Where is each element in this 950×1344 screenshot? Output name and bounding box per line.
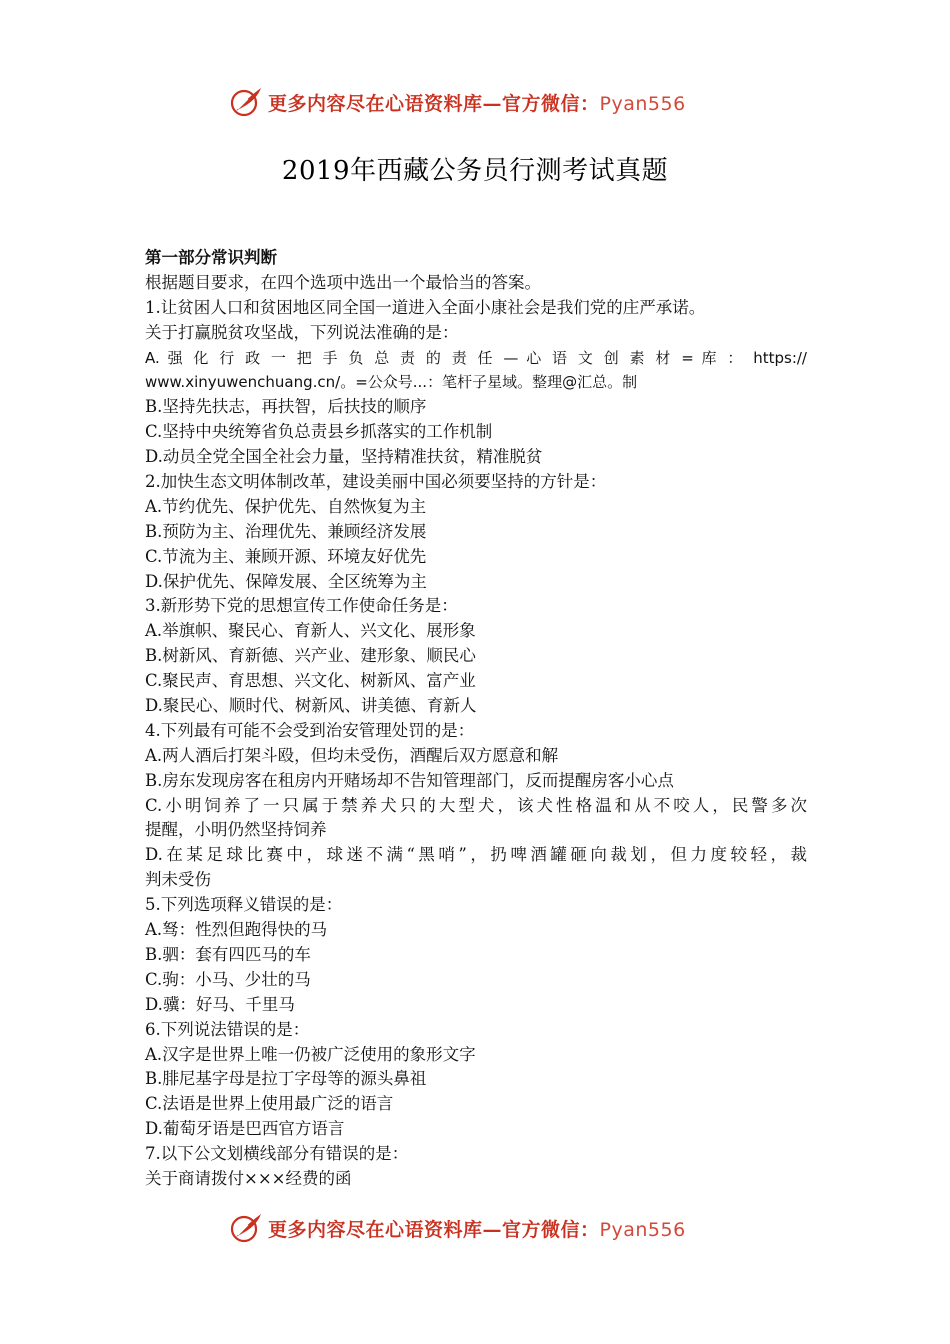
q6-option-a: A.汉字是世界上唯一仍被广泛使用的象形文字: [145, 1044, 476, 1064]
q3-option-a: A.举旗帜、聚民心、育新人、兴文化、展形象: [145, 621, 476, 641]
q4-option-b: B.房东发现房客在租房内开赌场却不告知管理部门，反而提醒房客小心点: [145, 770, 674, 790]
q2-stem: 2.加快生态文明体制改革，建设美丽中国必须要坚持的方针是：: [145, 472, 607, 492]
q6-option-c: C.法语是世界上使用最广泛的语言: [145, 1094, 394, 1114]
wechat-id: Pyan556: [599, 1218, 686, 1241]
q2-option-d: D.保护优先、保障发展、全区统筹为主: [145, 571, 427, 591]
header-banner: [228, 82, 728, 122]
q3-option-c: C.聚民声、育思想、兴文化、树新风、富产业: [145, 671, 476, 691]
q4-option-a: A.两人酒后打架斗殴，但均未受伤，酒醒后双方愿意和解: [145, 745, 559, 765]
wechat-id: Pyan556: [599, 92, 686, 115]
q1-option-a-line1: A. 强 化 行 政 一 把 手 负 总 责 的 责 任 — 心 语 文 创 素 材 = 库 ： https://: [145, 348, 807, 367]
q1-option-c: C.坚持中央统筹省负总责县乡抓落实的工作机制: [145, 422, 493, 442]
q4-option-c-line2: 提醒，小明仍然坚持饲养: [145, 820, 327, 840]
q4-option-d-line2: 判未受伤: [145, 870, 211, 890]
q4-option-c-line1: C.小明饲养了一只属于禁养犬只的大型犬，该犬性格温和从不咬人，民警多次: [145, 795, 807, 815]
q6-option-b: B.腓尼基字母是拉丁字母等的源头鼻祖: [145, 1069, 427, 1089]
q1-stem-line1: 1.让贫困人口和贫困地区同全国一道进入全面小康社会是我们党的庄严承诺。: [145, 297, 706, 317]
q6-stem: 6.下列说法错误的是：: [145, 1019, 310, 1039]
q1-option-a-line2: www.xinyuwenchuang.cn/。=公众号...：笔杆子星域。整理@汇总。制: [145, 373, 638, 392]
footer-banner: [228, 1208, 728, 1248]
q7-line2: 关于商请拨付×××经费的函: [145, 1168, 352, 1188]
q4-stem: 4.下列最有可能不会受到治安管理处罚的是：: [145, 720, 475, 740]
q2-option-a: A.节约优先、保护优先、自然恢复为主: [145, 496, 427, 516]
q2-option-c: C.节流为主、兼顾开源、环境友好优先: [145, 546, 427, 566]
quill-logo-icon: [228, 1210, 264, 1246]
q2-option-b: B.预防为主、治理优先、兼顾经济发展: [145, 521, 427, 541]
q3-stem: 3.新形势下党的思想宣传工作使命任务是：: [145, 596, 458, 616]
q5-option-a: A.驽：性烈但跑得快的马: [145, 920, 328, 940]
q1-stem-line2: 关于打赢脱贫攻坚战，下列说法准确的是：: [145, 322, 459, 342]
exam-content: [145, 246, 807, 1192]
banner-text: 更多内容尽在心语资料库—官方微信：Pyan556: [268, 1218, 686, 1241]
q5-option-b: B.驷：套有四匹马的车: [145, 944, 311, 964]
section-instruction: 根据题目要求，在四个选项中选出一个最恰当的答案。: [145, 272, 541, 292]
banner-text: 更多内容尽在心语资料库—官方微信：Pyan556: [268, 92, 686, 115]
section-heading: 第一部分常识判断: [145, 248, 277, 267]
q7-stem: 7.以下公文划横线部分有错误的是：: [145, 1144, 409, 1164]
page-title: 2019年西藏公务员行测考试真题: [281, 156, 669, 186]
q1-option-d: D.动员全党全国全社会力量，坚持精准扶贫，精准脱贫: [145, 447, 543, 467]
q4-option-d-line1: D.在某足球比赛中，球迷不满“黑哨”，扔啤酒罐砸向裁划，但力度较轻，裁: [145, 845, 807, 865]
q5-stem: 5.下列选项释义错误的是：: [145, 895, 343, 915]
q3-option-d: D.聚民心、顺时代、树新风、讲美德、育新人: [145, 696, 477, 716]
q6-option-d: D.葡萄牙语是巴西官方语言: [145, 1119, 345, 1139]
q5-option-d: D.骥：好马、千里马: [145, 994, 295, 1014]
q5-option-c: C.驹：小马、少壮的马: [145, 969, 311, 989]
q1-option-b: B.坚持先扶志，再扶智，后扶技的顺序: [145, 397, 427, 417]
q3-option-b: B.树新风、育新德、兴产业、建形象、顺民心: [145, 646, 476, 666]
quill-logo-icon: [228, 84, 264, 120]
